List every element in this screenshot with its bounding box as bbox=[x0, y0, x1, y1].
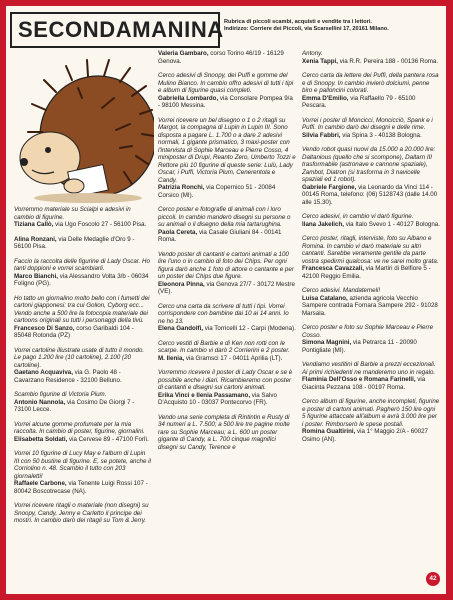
entry-address: via Salvo D'Acquisto 10 - 03037 Pontecorvo (FR). bbox=[158, 391, 277, 406]
entry-message: Vorrei ricevere ritagli o materiale (non disegni) su Snoopy, Candy, Jenny e Carletto il principe dei mostri. In cambio darò dei ritagli su Tom & Jerry. bbox=[14, 502, 149, 524]
classified-entry bbox=[302, 50, 440, 65]
page-number: 42 bbox=[426, 572, 440, 586]
entry-message: Vendiamo vestitini di Barbie a prezzi eccezionali. Ai primi richiedenti ne manderemo uno in regalo. bbox=[302, 361, 436, 376]
classified-entry bbox=[158, 72, 296, 110]
entry-message: Antony. bbox=[302, 50, 323, 57]
entry-address: via Alessandro Volta 3/b - 06034 Foligno (PG). bbox=[14, 272, 149, 287]
entry-message: Vorrei 10 figurine di Lucy May e l'album di Lupin III con 50 bustine di figurine. E, se potete, anche il Corriolino n. 48. Scambio il tutto con 203 giornaletti! bbox=[14, 450, 151, 480]
entry-name: Alina Ronzani, bbox=[14, 235, 57, 243]
entry-name: Paola Cereta, bbox=[158, 228, 198, 236]
magazine-page bbox=[6, 6, 446, 594]
entry-message: Vorremmo materiale su Scialpi e adesivi in cambio di figurine. bbox=[14, 206, 131, 221]
column-3 bbox=[302, 50, 440, 450]
entry-message: Cerco adesivi, in cambio vi darò figurine. bbox=[302, 213, 414, 220]
entry-name: Luisa Catalano, bbox=[302, 294, 348, 302]
entry-name: Xenia Tappi, bbox=[302, 57, 338, 65]
entry-message: Cerco poster e fotografie di animali con i loro piccoli. In cambio manderò disegni su persone o su animali o il disegno della mia tartarughina. bbox=[158, 206, 291, 228]
entry-message: Cerco poster, ritagli, interviste, foto su Albano e Romina. In cambio vi darò materiale su altri cantanti. Sarebbe veramente gentile da parte vostra spedirmi qualcosa: ve ne sarei molto grata. bbox=[302, 235, 439, 265]
classified-entry bbox=[14, 421, 152, 444]
entry-name: Gabriele Fargione, bbox=[302, 183, 357, 191]
entry-address: via Giacinta Pezzana 108 - 00197 Roma. bbox=[302, 376, 426, 391]
entry-message: Cerco vestiti di Barbie e di Ken non rotti con le scarpe. In cambio vi darò 2 Corrierini e 2 poster. bbox=[158, 339, 290, 354]
entry-address: via Copernico 51 - 20084 Corsico (MI). bbox=[158, 184, 276, 199]
entry-address: via 1° Maggio 2/A - 60027 Osimo (AN). bbox=[302, 428, 428, 443]
classified-entry bbox=[158, 340, 296, 363]
entry-name: Romina Gualtirini, bbox=[302, 428, 356, 435]
classified-entry bbox=[14, 258, 152, 288]
entry-name: Elena Gandolfi, bbox=[158, 325, 204, 332]
classified-entry bbox=[14, 450, 152, 495]
entry-name: Gaetano Acquaviva, bbox=[14, 369, 73, 376]
header-info-line1: Rubrica di piccoli scambi, acquisti e vendite tra i lettori. bbox=[224, 19, 372, 25]
header bbox=[10, 10, 442, 48]
entry-address: corso Garibaldi 104 - 85048 Rotonda (PZ) bbox=[14, 324, 134, 339]
classified-entry bbox=[302, 361, 440, 391]
entry-address: via G. Paolo 48 - Cavarzano Residence - 32100 Belluno. bbox=[14, 369, 122, 384]
entry-address: via Tenente Luigi Rossi 107 - 80042 Boscotrecase (NA). bbox=[14, 480, 148, 495]
classified-entry bbox=[14, 206, 152, 229]
classified-entry bbox=[302, 146, 440, 206]
entry-address: via Petrarca 11 - 20090 Pontigliate (MI). bbox=[302, 339, 417, 354]
entry-message: Vorrei ricevere un bel disegno o 1 o 2 ritagli su Margot, la compagna di Lupin in Lupin III. Sono disposta a pagare L. 1.700 o a dare 2 adesivi normali, 1 gigante prismatico, 3 maxi-poster con l'intervista di Sophie Marceau e Pierre Cosso, 4 miniposter di Drupi, Reanto Zero, Umberto Tozzi e Rettore più 10 figurine di queste serie: Lulù, Lady Oscar, i Puffi, Victoria Plum, Cenerentola e Candy. bbox=[158, 116, 296, 184]
entry-message: Vorrei alcune gomme profumate per la mia raccolta. In cambio di poster, figurine, giornalini. bbox=[14, 420, 145, 435]
entry-address: via Martiri di Belfiore 5 - 42100 Reggio Emilia. bbox=[302, 265, 431, 280]
classified-entry bbox=[14, 502, 152, 525]
entry-message: Cerco una carta da scrivere di tutti i tipi. Vorrei corrispondere con bambine dai 10 ai 14 anni. Io ne ho 13. bbox=[158, 302, 289, 325]
header-info-line2: Indirizzo: Corriere dei Piccoli, via Scarsellini 17, 20161 Milano. bbox=[224, 26, 389, 32]
entry-name: Francesco Di Sanzo, bbox=[14, 324, 75, 332]
classified-entry bbox=[158, 117, 296, 200]
entry-name: Emma D'Emilio, bbox=[302, 94, 349, 102]
entry-message: Faccio la raccolta delle figurine di Lady Oscar. Ho tanti doppioni e vorrei scambiarli. bbox=[14, 257, 150, 272]
entry-message: Cerco album di figurine, anche incompleti, figurine e poster di cartoni animati. Pagherò 150 lire ogni 5 figurine attaccate all'album e avrà 3.000 lire per i poster. Rimborserò le spese postali. bbox=[302, 398, 440, 428]
classified-entry bbox=[302, 117, 440, 140]
classified-entry bbox=[302, 398, 440, 443]
entry-message: Ho tatto un giornalino molto bello con i fumetti dei cartoni giapponesi: tra cui Golion, Cyborg ecc... Vendo anche a 500 lire la fotocopia materiale dei cartoons originali su tutti i personaggi della tivù. bbox=[14, 294, 150, 324]
hedgehog-illustration bbox=[12, 48, 154, 204]
column-2 bbox=[158, 50, 296, 458]
entry-message: Vendo una serie completa di Rintintin e Rusty di 34 numeri a L. 7.500; a 500 lire tre pagine molte rare su Sophie Marceau; a L. 600 un poster gigante di Candy, a L. 700 cinque magnifici disegni su Candy, Terence e bbox=[158, 413, 290, 451]
classified-entry bbox=[302, 235, 440, 280]
entry-name: Raffaele Carbone, bbox=[14, 480, 67, 487]
entry-name: Valeria Gambaro, bbox=[158, 50, 209, 57]
entry-name: M. Ilenia, bbox=[158, 354, 185, 362]
entry-address: via Delle Medaglie d'Oro 9 - 56100 Pisa. bbox=[14, 235, 135, 250]
classified-entry bbox=[302, 287, 440, 317]
entry-name: Flaminia Dell'Osso e Romana Farinelli, bbox=[302, 376, 416, 383]
entry-address: via Genova 27/7 - 30172 Mestre (VE). bbox=[158, 280, 295, 295]
classified-entry bbox=[14, 236, 152, 251]
classified-entry bbox=[158, 414, 296, 452]
entry-name: Tiziana Callò, bbox=[14, 221, 54, 228]
entry-name: Patrizia Ronchi, bbox=[158, 184, 205, 191]
entry-address: via Consolare Pompea 9/a - 98100 Messina. bbox=[158, 94, 293, 109]
entry-name: Silvia Fabbri, bbox=[302, 131, 341, 139]
page-title: SECONDAMANINA bbox=[18, 17, 224, 42]
classified-entry bbox=[158, 369, 296, 407]
entry-address: via Gramsci 17 - 04011 Aprilia (LT). bbox=[185, 354, 283, 362]
entry-address: via Ugo Foscolo 27 - 56100 Pisa. bbox=[55, 221, 147, 228]
entry-address: via Spina 3 - 40138 Bologna. bbox=[342, 131, 422, 139]
entry-address: via R.R. Pereira 188 - 00136 Roma. bbox=[339, 57, 439, 65]
classified-entry bbox=[302, 213, 440, 228]
entry-address: via Italo Svevo 1 - 40127 Bologna. bbox=[345, 220, 440, 228]
entry-message: Cerco carta da lettere dei Puffi, della pantera rosa e di Snoopy. In cambio invierò dolciumi, penne biro e palloncini colorati. bbox=[302, 72, 439, 94]
column-1 bbox=[14, 206, 152, 532]
entry-name: Francesca Cavazzali, bbox=[302, 265, 364, 272]
entry-name: Elisabetta Soldati, bbox=[14, 435, 68, 443]
entry-address: via Cosimo De Giorgi 7 - 73100 Lecce. bbox=[14, 398, 135, 413]
entry-message: Vorremmo ricevere il poster di Lady Oscar e se è possibile anche i diari. Ricambieremo con poster di cantanti e disegni sui cartoni animati. bbox=[158, 369, 293, 391]
entry-message: Cerco adesivi. Mandatemeli! bbox=[302, 287, 381, 294]
classified-entry bbox=[302, 72, 440, 110]
classified-entry bbox=[14, 295, 152, 340]
entry-message: Vorrei i poster di Moncicci, Moncicciò, Spank e i Puffi. In cambio darò dei disegni e delle rime. bbox=[302, 116, 433, 131]
title-box bbox=[10, 12, 224, 48]
entry-name: Ilana Jakelich, bbox=[302, 220, 344, 228]
entry-name: Gabriella Lombardo, bbox=[158, 94, 219, 102]
entry-address: corso Torino 46/19 - 16129 Genova. bbox=[158, 50, 284, 65]
classified-entry bbox=[14, 391, 152, 414]
entry-message: Vendo poster di cantanti e cartoni animati a 100 lire l'uno o in cambio di foto dei Chips. Per ogni figura darò anche 1 foto di attore o cantante e per un poster dei Chips due figure. bbox=[158, 250, 294, 280]
entry-name: Erika Vinci e Ilenia Passamano, bbox=[158, 391, 251, 399]
classified-entry bbox=[14, 347, 152, 385]
entry-name: Simona Magnini, bbox=[302, 339, 352, 346]
entry-name: Eleonora Pinna, bbox=[158, 280, 205, 288]
classified-entry bbox=[158, 303, 296, 333]
header-info bbox=[224, 19, 442, 33]
entry-message: Cerco adesivi di Snoopy, dei Puffi e gomme del Mulino Bianco. In cambio offro adesivi di tutti i tipi e album di figurine quasi completi. bbox=[158, 72, 294, 94]
classified-entry bbox=[158, 50, 296, 65]
entry-message: Scambio figurine di Victoria Pium. bbox=[14, 391, 107, 398]
entry-address: via Torricelli 12 - Carpi (Modena). bbox=[204, 325, 296, 332]
entry-address: azienda agricola Vecchio Sampere contrada Fornara Sampere 292 - 91028 Marsala. bbox=[302, 294, 438, 317]
entry-message: Vorrei cartoline illustrate usate di tutto il mondo. Le pago 1.200 lire (10 cartoline), 2.100 (20 cartoline). bbox=[14, 346, 145, 369]
entry-address: via Leonardo da Vinci 114 - 00145 Roma, telefono: (06) 5128743 (dalle 14.00 alle 15.30). bbox=[302, 183, 438, 206]
classified-entry bbox=[302, 324, 440, 354]
entry-name: Marco Bianchi, bbox=[14, 272, 59, 280]
entry-address: via Cervese 89 - 47100 Forlì. bbox=[69, 435, 149, 443]
entry-message: Cerco poster e foto su Sophie Marceau e Pierre Cosso. bbox=[302, 324, 434, 339]
entry-address: via Casale Giuliani 84 - 00141 Roma. bbox=[158, 228, 282, 243]
classified-entry bbox=[158, 251, 296, 296]
entry-name: Antonio Nannola, bbox=[14, 398, 66, 406]
entry-message: Vendo robot quasi nuovi da 15.000 a 20.000 lire: Daltanious (quello che si scompone), Daltarn III trasformabile (astronave e cannone spaziale), Zambot, Diatron (si trasforma in 3 navicelle spaziali ed 1 robot). bbox=[302, 146, 436, 183]
entry-address: via Raffaello 79 - 65100 Pescara. bbox=[302, 94, 416, 109]
classified-entry bbox=[158, 206, 296, 244]
